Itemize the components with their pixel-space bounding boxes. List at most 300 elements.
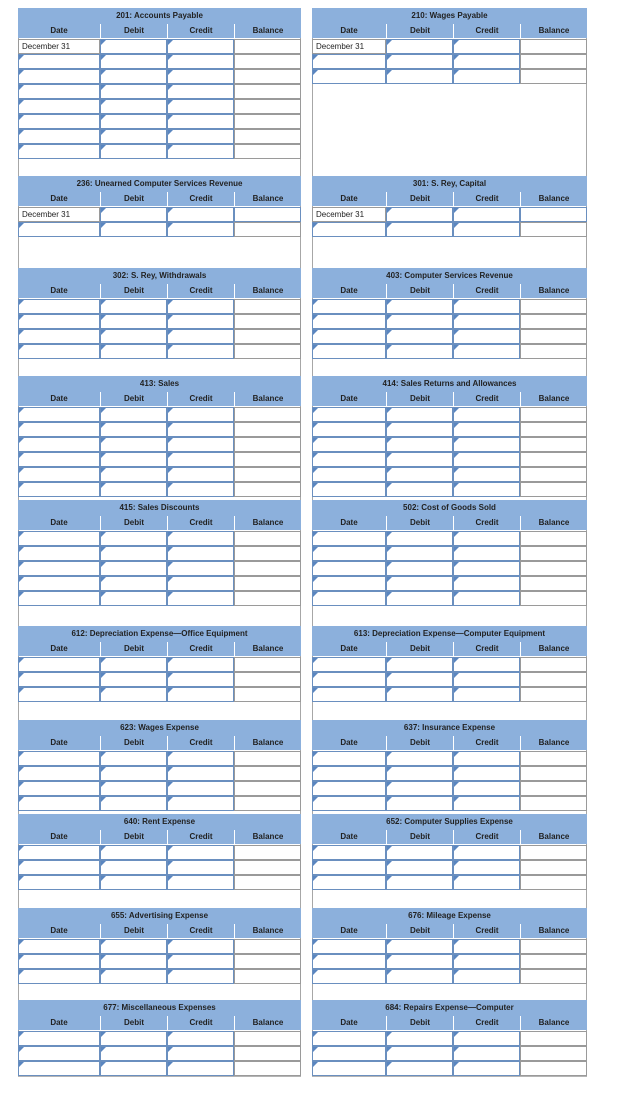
debit-input[interactable]	[100, 954, 167, 969]
balance-cell	[234, 657, 301, 672]
credit-input[interactable]	[167, 407, 234, 422]
credit-input[interactable]	[167, 576, 234, 591]
debit-input[interactable]	[386, 766, 453, 781]
credit-input[interactable]	[167, 84, 234, 99]
column-header-date: Date	[18, 830, 100, 844]
debit-input[interactable]	[100, 329, 167, 344]
column-header-balance: Balance	[520, 830, 587, 844]
debit-input[interactable]	[386, 657, 453, 672]
date-cell[interactable]	[312, 845, 386, 860]
column-header-date: Date	[312, 284, 386, 298]
credit-input[interactable]	[453, 860, 520, 875]
balance-cell[interactable]	[520, 207, 587, 222]
debit-input[interactable]	[100, 657, 167, 672]
column-header-debit: Debit	[100, 284, 167, 298]
date-cell[interactable]	[312, 969, 386, 984]
column-header-debit: Debit	[100, 516, 167, 530]
date-cell[interactable]	[312, 939, 386, 954]
debit-input[interactable]	[386, 299, 453, 314]
credit-input[interactable]	[167, 54, 234, 69]
credit-input[interactable]	[167, 69, 234, 84]
debit-input[interactable]	[100, 672, 167, 687]
column-header-debit: Debit	[386, 284, 453, 298]
date-cell[interactable]	[18, 84, 100, 99]
balance-cell	[234, 1046, 301, 1061]
debit-input[interactable]	[100, 407, 167, 422]
credit-input[interactable]	[453, 845, 520, 860]
date-cell[interactable]	[18, 54, 100, 69]
debit-input[interactable]	[100, 766, 167, 781]
debit-input[interactable]	[100, 751, 167, 766]
credit-input[interactable]	[167, 329, 234, 344]
balance-cell	[234, 84, 301, 99]
debit-input[interactable]	[100, 129, 167, 144]
ledger-title: 684: Repairs Expense—Computer	[312, 1000, 587, 1016]
date-cell[interactable]	[312, 687, 386, 702]
date-cell[interactable]	[18, 344, 100, 359]
debit-input[interactable]	[386, 467, 453, 482]
credit-input[interactable]	[167, 591, 234, 606]
date-cell[interactable]	[312, 54, 386, 69]
date-cell[interactable]	[312, 1061, 386, 1076]
date-cell[interactable]	[312, 314, 386, 329]
credit-input[interactable]	[167, 845, 234, 860]
credit-input[interactable]	[167, 954, 234, 969]
credit-input[interactable]	[453, 576, 520, 591]
credit-input[interactable]	[453, 875, 520, 890]
debit-input[interactable]	[100, 207, 167, 222]
debit-input[interactable]	[386, 969, 453, 984]
balance-cell	[234, 845, 301, 860]
credit-input[interactable]	[453, 1046, 520, 1061]
balance-cell	[520, 576, 587, 591]
debit-input[interactable]	[100, 687, 167, 702]
date-cell[interactable]	[18, 407, 100, 422]
debit-input[interactable]	[386, 939, 453, 954]
date-cell[interactable]	[18, 796, 100, 811]
date-cell	[312, 207, 386, 222]
date-label: December 31	[316, 210, 365, 219]
left-bottom-line	[18, 1076, 301, 1077]
debit-input[interactable]	[100, 561, 167, 576]
date-cell[interactable]	[18, 657, 100, 672]
balance-cell	[520, 766, 587, 781]
date-cell[interactable]	[18, 482, 100, 497]
credit-input[interactable]	[167, 422, 234, 437]
column-header-date: Date	[18, 516, 100, 530]
date-cell[interactable]	[312, 531, 386, 546]
date-cell[interactable]	[18, 129, 100, 144]
date-cell[interactable]	[18, 222, 100, 237]
credit-input[interactable]	[453, 657, 520, 672]
credit-input[interactable]	[167, 939, 234, 954]
date-cell[interactable]	[18, 299, 100, 314]
credit-input[interactable]	[453, 467, 520, 482]
credit-input[interactable]	[167, 222, 234, 237]
balance-cell	[234, 222, 301, 237]
balance-cell	[234, 954, 301, 969]
debit-input[interactable]	[386, 781, 453, 796]
date-cell[interactable]	[18, 114, 100, 129]
debit-input[interactable]	[100, 845, 167, 860]
date-cell[interactable]	[312, 591, 386, 606]
balance-cell	[520, 796, 587, 811]
balance-cell	[234, 69, 301, 84]
credit-input[interactable]	[167, 467, 234, 482]
debit-input[interactable]	[100, 54, 167, 69]
debit-input[interactable]	[100, 875, 167, 890]
date-cell[interactable]	[312, 954, 386, 969]
credit-input[interactable]	[167, 875, 234, 890]
ledger-title: 676: Mileage Expense	[312, 908, 587, 924]
credit-input[interactable]	[453, 207, 520, 222]
date-cell[interactable]	[312, 344, 386, 359]
date-cell[interactable]	[312, 407, 386, 422]
credit-input[interactable]	[453, 422, 520, 437]
debit-input[interactable]	[100, 344, 167, 359]
credit-input[interactable]	[453, 1061, 520, 1076]
credit-input[interactable]	[167, 561, 234, 576]
credit-input[interactable]	[167, 860, 234, 875]
date-cell[interactable]	[312, 546, 386, 561]
debit-input[interactable]	[386, 561, 453, 576]
credit-input[interactable]	[453, 546, 520, 561]
credit-input[interactable]	[453, 54, 520, 69]
debit-input[interactable]	[100, 452, 167, 467]
balance-cell	[234, 129, 301, 144]
debit-input[interactable]	[100, 84, 167, 99]
date-cell[interactable]	[18, 969, 100, 984]
credit-input[interactable]	[167, 299, 234, 314]
date-cell[interactable]	[312, 467, 386, 482]
credit-input[interactable]	[167, 969, 234, 984]
date-cell[interactable]	[18, 422, 100, 437]
balance-cell	[234, 969, 301, 984]
credit-input[interactable]	[453, 531, 520, 546]
credit-input[interactable]	[167, 129, 234, 144]
date-cell[interactable]	[312, 437, 386, 452]
credit-input[interactable]	[167, 437, 234, 452]
debit-input[interactable]	[386, 344, 453, 359]
credit-input[interactable]	[167, 1046, 234, 1061]
credit-input[interactable]	[453, 969, 520, 984]
date-cell	[18, 207, 100, 222]
column-header-credit: Credit	[453, 192, 520, 206]
date-cell[interactable]	[18, 531, 100, 546]
debit-input[interactable]	[386, 452, 453, 467]
balance-cell	[234, 329, 301, 344]
debit-input[interactable]	[386, 845, 453, 860]
debit-input[interactable]	[386, 672, 453, 687]
credit-input[interactable]	[167, 1061, 234, 1076]
balance-cell	[520, 531, 587, 546]
debit-input[interactable]	[386, 222, 453, 237]
debit-input[interactable]	[100, 781, 167, 796]
credit-input[interactable]	[167, 314, 234, 329]
credit-input[interactable]	[167, 452, 234, 467]
debit-input[interactable]	[100, 1046, 167, 1061]
date-cell[interactable]	[312, 781, 386, 796]
debit-input[interactable]	[100, 222, 167, 237]
credit-input[interactable]	[453, 407, 520, 422]
credit-input[interactable]	[167, 766, 234, 781]
column-header-credit: Credit	[167, 642, 234, 656]
ledger-title: 414: Sales Returns and Allowances	[312, 376, 587, 392]
ledger-title: 623: Wages Expense	[18, 720, 301, 736]
debit-input[interactable]	[386, 546, 453, 561]
date-cell[interactable]	[312, 561, 386, 576]
credit-input[interactable]	[453, 751, 520, 766]
balance-cell	[234, 672, 301, 687]
date-cell[interactable]	[312, 452, 386, 467]
debit-input[interactable]	[100, 114, 167, 129]
balance-cell	[520, 437, 587, 452]
debit-input[interactable]	[386, 860, 453, 875]
balance-cell	[234, 99, 301, 114]
debit-input[interactable]	[100, 860, 167, 875]
debit-input[interactable]	[386, 1031, 453, 1046]
debit-input[interactable]	[386, 329, 453, 344]
date-cell[interactable]	[18, 954, 100, 969]
balance-cell	[234, 531, 301, 546]
credit-input[interactable]	[167, 1031, 234, 1046]
debit-input[interactable]	[386, 437, 453, 452]
date-cell[interactable]	[18, 437, 100, 452]
balance-cell	[520, 69, 587, 84]
ledger-title: 502: Cost of Goods Sold	[312, 500, 587, 516]
credit-input[interactable]	[453, 687, 520, 702]
credit-input[interactable]	[453, 344, 520, 359]
debit-input[interactable]	[386, 207, 453, 222]
credit-input[interactable]	[453, 299, 520, 314]
debit-input[interactable]	[100, 69, 167, 84]
credit-input[interactable]	[453, 222, 520, 237]
credit-input[interactable]	[453, 672, 520, 687]
column-header-credit: Credit	[167, 1016, 234, 1030]
date-cell[interactable]	[18, 452, 100, 467]
credit-input[interactable]	[453, 1031, 520, 1046]
debit-input[interactable]	[100, 437, 167, 452]
date-cell[interactable]	[18, 144, 100, 159]
debit-input[interactable]	[100, 531, 167, 546]
date-cell[interactable]	[312, 576, 386, 591]
credit-input[interactable]	[453, 796, 520, 811]
date-cell[interactable]	[18, 467, 100, 482]
credit-input[interactable]	[453, 69, 520, 84]
debit-input[interactable]	[386, 751, 453, 766]
date-cell[interactable]	[18, 781, 100, 796]
credit-input[interactable]	[167, 99, 234, 114]
debit-input[interactable]	[100, 99, 167, 114]
debit-input[interactable]	[100, 482, 167, 497]
column-header-credit: Credit	[453, 830, 520, 844]
date-cell[interactable]	[312, 329, 386, 344]
debit-input[interactable]	[386, 482, 453, 497]
debit-input[interactable]	[386, 314, 453, 329]
balance-cell	[520, 329, 587, 344]
column-header-balance: Balance	[234, 736, 301, 750]
debit-input[interactable]	[386, 69, 453, 84]
credit-input[interactable]	[453, 954, 520, 969]
debit-input[interactable]	[386, 576, 453, 591]
date-cell[interactable]	[18, 561, 100, 576]
date-cell[interactable]	[18, 1061, 100, 1076]
date-cell[interactable]	[18, 1046, 100, 1061]
column-header-debit: Debit	[386, 736, 453, 750]
column-header-balance: Balance	[520, 284, 587, 298]
credit-input[interactable]	[167, 39, 234, 54]
column-header-balance: Balance	[520, 192, 587, 206]
credit-input[interactable]	[453, 329, 520, 344]
column-header-debit: Debit	[100, 24, 167, 38]
balance-cell	[520, 54, 587, 69]
debit-input[interactable]	[100, 144, 167, 159]
debit-input[interactable]	[100, 422, 167, 437]
balance-cell	[234, 482, 301, 497]
date-cell[interactable]	[312, 672, 386, 687]
balance-cell	[520, 422, 587, 437]
credit-input[interactable]	[453, 939, 520, 954]
debit-input[interactable]	[386, 796, 453, 811]
debit-input[interactable]	[100, 591, 167, 606]
debit-input[interactable]	[100, 467, 167, 482]
date-cell[interactable]	[312, 222, 386, 237]
date-cell[interactable]	[18, 672, 100, 687]
date-cell[interactable]	[18, 751, 100, 766]
debit-input[interactable]	[386, 591, 453, 606]
credit-input[interactable]	[453, 766, 520, 781]
ledger-title: 301: S. Rey, Capital	[312, 176, 587, 192]
date-cell[interactable]	[18, 576, 100, 591]
debit-input[interactable]	[100, 796, 167, 811]
date-cell[interactable]	[312, 422, 386, 437]
credit-input[interactable]	[167, 796, 234, 811]
debit-input[interactable]	[386, 687, 453, 702]
credit-input[interactable]	[167, 144, 234, 159]
date-cell[interactable]	[18, 687, 100, 702]
debit-input[interactable]	[100, 314, 167, 329]
debit-input[interactable]	[386, 1061, 453, 1076]
debit-input[interactable]	[386, 531, 453, 546]
credit-input[interactable]	[167, 751, 234, 766]
date-cell[interactable]	[312, 766, 386, 781]
debit-input[interactable]	[100, 39, 167, 54]
date-cell[interactable]	[18, 860, 100, 875]
credit-input[interactable]	[167, 546, 234, 561]
date-cell[interactable]	[18, 845, 100, 860]
column-header-date: Date	[18, 192, 100, 206]
date-cell[interactable]	[312, 1046, 386, 1061]
debit-input[interactable]	[386, 954, 453, 969]
credit-input[interactable]	[453, 437, 520, 452]
credit-input[interactable]	[453, 591, 520, 606]
column-header-date: Date	[312, 24, 386, 38]
credit-input[interactable]	[453, 781, 520, 796]
column-header-debit: Debit	[100, 192, 167, 206]
column-header-credit: Credit	[167, 284, 234, 298]
column-header-credit: Credit	[453, 392, 520, 406]
credit-input[interactable]	[453, 482, 520, 497]
balance-cell	[234, 687, 301, 702]
debit-input[interactable]	[386, 54, 453, 69]
debit-input[interactable]	[386, 39, 453, 54]
column-header-date: Date	[312, 924, 386, 938]
column-header-date: Date	[18, 642, 100, 656]
date-cell[interactable]	[18, 314, 100, 329]
date-cell[interactable]	[312, 482, 386, 497]
date-cell[interactable]	[312, 860, 386, 875]
debit-input[interactable]	[100, 969, 167, 984]
date-cell[interactable]	[312, 875, 386, 890]
debit-input[interactable]	[386, 407, 453, 422]
date-cell[interactable]	[312, 299, 386, 314]
debit-input[interactable]	[386, 422, 453, 437]
column-header-balance: Balance	[520, 924, 587, 938]
debit-input[interactable]	[100, 939, 167, 954]
balance-cell	[520, 1046, 587, 1061]
credit-input[interactable]	[453, 39, 520, 54]
credit-input[interactable]	[167, 207, 234, 222]
debit-input[interactable]	[386, 875, 453, 890]
credit-input[interactable]	[167, 687, 234, 702]
balance-cell	[234, 1061, 301, 1076]
column-header-date: Date	[312, 192, 386, 206]
credit-input[interactable]	[167, 672, 234, 687]
date-cell[interactable]	[18, 69, 100, 84]
date-cell[interactable]	[18, 939, 100, 954]
balance-cell[interactable]	[234, 207, 301, 222]
date-cell[interactable]	[312, 657, 386, 672]
date-cell[interactable]	[18, 591, 100, 606]
debit-input[interactable]	[100, 1031, 167, 1046]
date-cell[interactable]	[18, 1031, 100, 1046]
debit-input[interactable]	[386, 1046, 453, 1061]
credit-input[interactable]	[167, 482, 234, 497]
ledger-title: 612: Depreciation Expense—Office Equipment	[18, 626, 301, 642]
credit-input[interactable]	[453, 452, 520, 467]
date-cell[interactable]	[18, 766, 100, 781]
column-header-date: Date	[18, 736, 100, 750]
credit-input[interactable]	[167, 781, 234, 796]
credit-input[interactable]	[167, 531, 234, 546]
debit-input[interactable]	[100, 546, 167, 561]
credit-input[interactable]	[453, 314, 520, 329]
credit-input[interactable]	[453, 561, 520, 576]
credit-input[interactable]	[167, 114, 234, 129]
date-cell[interactable]	[312, 751, 386, 766]
column-header-credit: Credit	[453, 924, 520, 938]
balance-cell	[520, 222, 587, 237]
debit-input[interactable]	[100, 299, 167, 314]
date-cell[interactable]	[312, 1031, 386, 1046]
date-cell[interactable]	[312, 796, 386, 811]
column-header-credit: Credit	[167, 24, 234, 38]
ledger-title: 613: Depreciation Expense—Computer Equipment	[312, 626, 587, 642]
debit-input[interactable]	[100, 576, 167, 591]
date-label: December 31	[316, 42, 365, 51]
column-header-balance: Balance	[234, 516, 301, 530]
date-cell[interactable]	[312, 69, 386, 84]
debit-input[interactable]	[100, 1061, 167, 1076]
credit-input[interactable]	[167, 657, 234, 672]
ledger-title: 201: Accounts Payable	[18, 8, 301, 24]
date-cell[interactable]	[18, 546, 100, 561]
date-cell[interactable]	[18, 875, 100, 890]
balance-cell	[520, 875, 587, 890]
date-cell[interactable]	[18, 329, 100, 344]
credit-input[interactable]	[167, 344, 234, 359]
date-cell[interactable]	[18, 99, 100, 114]
